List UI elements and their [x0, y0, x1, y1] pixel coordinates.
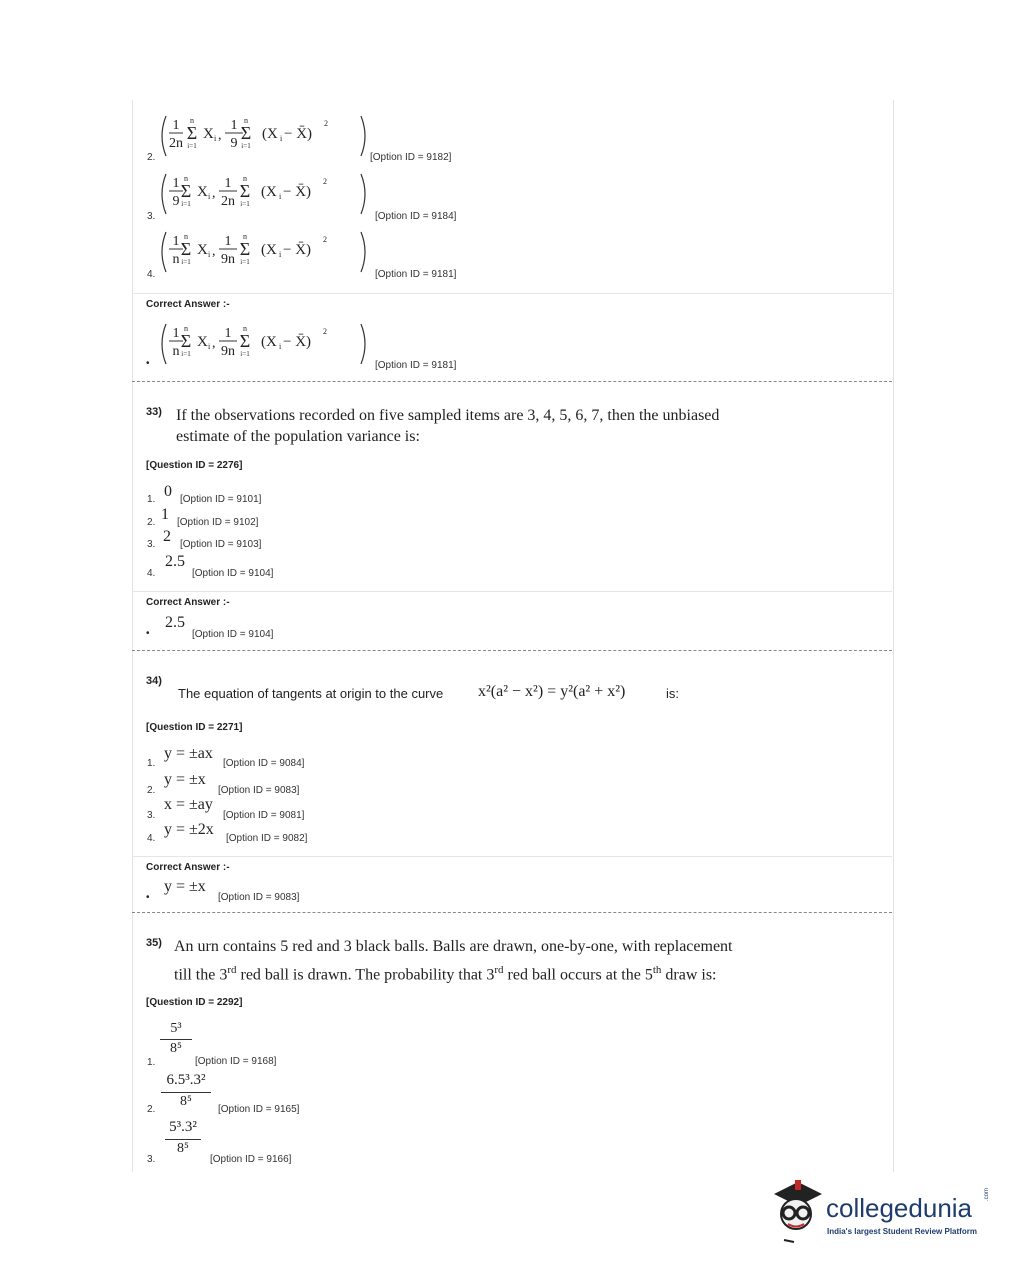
- variance-open: (X: [261, 184, 277, 200]
- q34-option-id: [Option ID = 9083]: [218, 785, 300, 796]
- superscript-2: 2: [324, 119, 328, 128]
- sum-upper-limit: n: [243, 174, 247, 183]
- q32-correct-label: Correct Answer :-: [146, 299, 230, 310]
- q35-option-num: 1.: [147, 1057, 156, 1068]
- q35-option-num: 3.: [147, 1154, 156, 1165]
- sigma-symbol: Σ: [180, 331, 192, 351]
- q35-option-fraction: [165, 1118, 201, 1158]
- q33-option-id: [Option ID = 9103]: [180, 539, 262, 550]
- bullet: •: [146, 358, 150, 369]
- sum-upper-limit: n: [184, 174, 188, 183]
- sum-upper-limit: n: [184, 324, 188, 333]
- q34-text: The equation of tangents at origin to the curve: [178, 686, 444, 701]
- sum-upper-limit: n: [190, 116, 194, 125]
- q34-curve-equation: x²(a² − x²) = y²(a² + x²): [478, 683, 626, 700]
- q35-option-fraction: [160, 1020, 192, 1058]
- formula-svg: [156, 320, 376, 372]
- q35-number: 35): [146, 937, 162, 949]
- divider: [132, 293, 892, 294]
- fraction-denominator: 8⁵: [161, 1092, 211, 1111]
- q34-option-num: 1.: [147, 758, 156, 769]
- q34-text-end: is:: [666, 686, 679, 701]
- q35-text-line2: till the 3rd red ball is drawn. The probability that 3rd red ball occurs at the 5th draw is:: [174, 964, 717, 984]
- superscript-2: 2: [323, 327, 327, 336]
- q34-correct-option-id: [Option ID = 9083]: [218, 892, 300, 903]
- sum-lower-limit: i=1: [240, 350, 250, 358]
- q34-option-id: [Option ID = 9084]: [223, 758, 305, 769]
- comma: ,: [212, 336, 216, 351]
- fraction-denominator: 9: [230, 136, 238, 151]
- q34-option-value: y = ±x: [164, 771, 206, 788]
- variable-x: X: [197, 242, 208, 258]
- fraction-denominator: 8⁵: [165, 1139, 201, 1158]
- q33-option-id: [Option ID = 9101]: [180, 494, 262, 505]
- fraction-denominator: 9n: [221, 344, 235, 359]
- q34-option-value: y = ±ax: [164, 745, 213, 762]
- q34-question-id: [Question ID = 2271]: [146, 722, 243, 733]
- formula-svg: [156, 228, 376, 280]
- subscript-i: i: [208, 250, 211, 259]
- variable-x: X: [197, 334, 208, 350]
- variance-open: (X: [261, 242, 277, 258]
- sigma-symbol: Σ: [239, 239, 251, 259]
- left-paren: [162, 232, 166, 272]
- bullet: •: [146, 892, 150, 903]
- q32-option-id: [Option ID = 9181]: [375, 269, 457, 280]
- comma: ,: [212, 244, 216, 259]
- q35-question-id: [Question ID = 2292]: [146, 997, 243, 1008]
- variance-open: (X: [262, 126, 278, 142]
- q33-text-line1: If the observations recorded on five sampled items are 3, 4, 5, 6, 7, then the unbiased: [176, 407, 720, 424]
- fraction-numerator: 1: [224, 234, 232, 249]
- variance-close: − X̄): [283, 334, 312, 350]
- left-paren: [162, 116, 166, 156]
- q34-correct-label: Correct Answer :-: [146, 862, 230, 873]
- fraction-denominator: 2n: [169, 136, 183, 151]
- question-separator: [132, 381, 892, 382]
- sum-lower-limit: i=1: [187, 142, 197, 150]
- right-paren: [361, 174, 365, 214]
- q35-option-id: [Option ID = 9168]: [195, 1056, 277, 1067]
- sigma-symbol: Σ: [240, 123, 252, 143]
- subscript-i: i: [279, 192, 282, 201]
- sigma-symbol: Σ: [239, 181, 251, 201]
- q32-correct-option-id: [Option ID = 9181]: [375, 360, 457, 371]
- q33-option-value: 1: [161, 506, 169, 523]
- subscript-i: i: [279, 250, 282, 259]
- q33-option-value: 2.5: [165, 553, 185, 570]
- fraction-numerator: 1: [230, 118, 238, 133]
- subscript-i: i: [208, 192, 211, 201]
- brand-name: collegedunia: [826, 1193, 973, 1223]
- q33-option-num: 1.: [147, 494, 156, 505]
- q34-option-num: 4.: [147, 833, 156, 844]
- q34-number: 34): [146, 675, 162, 687]
- subscript-i: i: [214, 134, 217, 143]
- fraction-numerator: 6.5³.3²: [166, 1072, 206, 1088]
- question-separator: [132, 912, 892, 913]
- sum-upper-limit: n: [243, 232, 247, 241]
- q35-text: [174, 936, 732, 985]
- q34-correct-value: y = ±x: [164, 878, 206, 895]
- sigma-symbol: Σ: [180, 181, 192, 201]
- q34-option-value: y = ±2x: [164, 821, 214, 838]
- q35-option-num: 2.: [147, 1104, 156, 1115]
- sum-lower-limit: i=1: [240, 258, 250, 266]
- formula-svg: [156, 170, 376, 222]
- variance-close: − X̄): [283, 184, 312, 200]
- q35-text-line1: An urn contains 5 red and 3 black balls. Balls are drawn, one-by-one, with replacement: [174, 938, 733, 955]
- fraction-denominator: n: [172, 344, 180, 359]
- sum-lower-limit: i=1: [241, 142, 251, 150]
- divider: [132, 591, 892, 592]
- left-paren: [162, 174, 166, 214]
- comma: ,: [212, 186, 216, 201]
- subscript-i: i: [208, 342, 211, 351]
- superscript-2: 2: [323, 177, 327, 186]
- q33-correct-value: 2.5: [165, 614, 185, 631]
- right-paren: [361, 232, 365, 272]
- q33-correct-option-id: [Option ID = 9104]: [192, 629, 274, 640]
- fraction-numerator: 1: [172, 234, 180, 249]
- q32-option-num: 4.: [147, 269, 156, 280]
- q33-number: 33): [146, 406, 162, 418]
- comma: ,: [218, 128, 222, 143]
- superscript-2: 2: [323, 235, 327, 244]
- q32-option-num: 2.: [147, 152, 156, 163]
- q35-option-id: [Option ID = 9166]: [210, 1154, 292, 1165]
- sigma-symbol: Σ: [180, 239, 192, 259]
- brand-tagline: India's largest Student Review Platform: [827, 1227, 977, 1236]
- q33-option-num: 4.: [147, 568, 156, 579]
- variable-x: X: [197, 184, 208, 200]
- variance-open: (X: [261, 334, 277, 350]
- formula-svg: [156, 112, 376, 164]
- sum-lower-limit: i=1: [181, 350, 191, 358]
- sum-lower-limit: i=1: [181, 200, 191, 208]
- fraction-numerator: 1: [224, 326, 232, 341]
- question-separator: [132, 650, 892, 651]
- sum-lower-limit: i=1: [181, 258, 191, 266]
- fraction-denominator: 2n: [221, 194, 235, 209]
- q33-option-id: [Option ID = 9102]: [177, 517, 259, 528]
- q33-text: [176, 405, 719, 447]
- q33-question-id: [Question ID = 2276]: [146, 460, 243, 471]
- sum-upper-limit: n: [184, 232, 188, 241]
- q33-option-num: 3.: [147, 539, 156, 550]
- q34-option-id: [Option ID = 9081]: [223, 810, 305, 821]
- q34-option-value: x = ±ay: [164, 796, 213, 813]
- q32-option-id: [Option ID = 9182]: [370, 152, 452, 163]
- fraction-numerator: 1: [224, 176, 232, 191]
- q33-option-value: 2: [163, 528, 171, 545]
- q32-option-num: 3.: [147, 211, 156, 222]
- right-paren: [361, 116, 365, 156]
- fraction-denominator: n: [172, 252, 180, 267]
- q33-option-num: 2.: [147, 517, 156, 528]
- fraction-denominator: 9: [172, 194, 180, 209]
- q33-option-value: 0: [164, 483, 172, 500]
- variance-close: − X̄): [284, 126, 313, 142]
- variable-x: X: [203, 126, 214, 142]
- fraction-denominator: 8⁵: [160, 1039, 192, 1058]
- sigma-symbol: Σ: [186, 123, 198, 143]
- q35-option-fraction: [161, 1071, 211, 1111]
- q33-option-id: [Option ID = 9104]: [192, 568, 274, 579]
- fraction-numerator: 1: [172, 176, 180, 191]
- fraction-numerator: 1: [172, 326, 180, 341]
- subscript-i: i: [280, 134, 283, 143]
- variance-close: − X̄): [283, 242, 312, 258]
- q34-option-id: [Option ID = 9082]: [226, 833, 308, 844]
- sum-upper-limit: n: [244, 116, 248, 125]
- bullet: •: [146, 628, 150, 639]
- sigma-symbol: Σ: [239, 331, 251, 351]
- fraction-denominator: 9n: [221, 252, 235, 267]
- collegedunia-logo-icon: [766, 1176, 826, 1246]
- q33-correct-label: Correct Answer :-: [146, 597, 230, 608]
- q34-option-num: 3.: [147, 810, 156, 821]
- q33-text-line2: estimate of the population variance is:: [176, 428, 420, 445]
- sum-upper-limit: n: [243, 324, 247, 333]
- left-paren: [162, 324, 166, 364]
- q34-option-num: 2.: [147, 785, 156, 796]
- fraction-numerator: 1: [172, 118, 180, 133]
- right-paren: [361, 324, 365, 364]
- brand-com: .com: [984, 1187, 990, 1201]
- subscript-i: i: [279, 342, 282, 351]
- sum-lower-limit: i=1: [240, 200, 250, 208]
- fraction-numerator: 5³: [170, 1021, 182, 1036]
- fraction-numerator: 5³.3²: [169, 1119, 197, 1135]
- q35-option-id: [Option ID = 9165]: [218, 1104, 300, 1115]
- divider: [132, 856, 892, 857]
- q32-option-id: [Option ID = 9184]: [375, 211, 457, 222]
